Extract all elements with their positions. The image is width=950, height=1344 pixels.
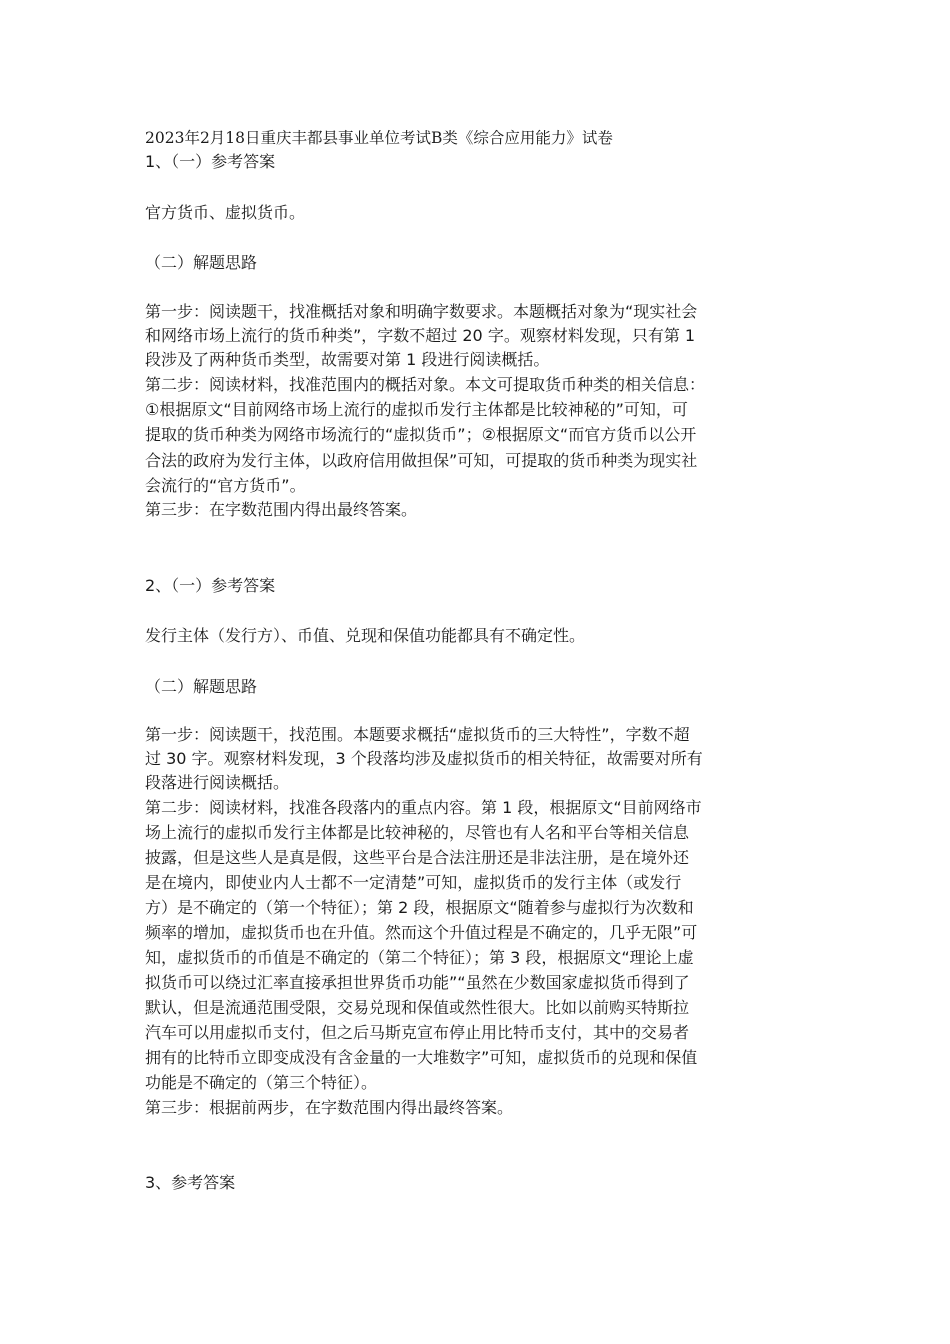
q2-analysis-line: 功能是不确定的（第三个特征）。 [145, 1073, 378, 1092]
q2-analysis-line: 汽车可以用虚拟币支付，但之后马斯克宣布停止用比特币支付，其中的交易者 [145, 1023, 690, 1042]
q2-analysis-line: 知，虚拟货币的币值是不确定的（第二个特征）；第 3 段，根据原文“理论上虚 [145, 948, 694, 967]
q2-analysis-line: 频率的增加，虚拟货币也在升值。然而这个升值过程是不确定的，几乎无限”可 [145, 923, 698, 942]
q2-analysis-label: （二）解题思路 [145, 677, 258, 696]
document-title: 2023年2月18日重庆丰都县事业单位考试B类《综合应用能力》试卷 [145, 129, 613, 147]
q1-analysis-line: 第二步：阅读材料，找准范围内的概括对象。本文可提取货币种类的相关信息： [145, 375, 706, 394]
q2-analysis-line: 第二步：阅读材料，找准各段落内的重点内容。第 1 段，根据原文“目前网络市 [145, 798, 702, 817]
q1-analysis-label: （二）解题思路 [145, 253, 258, 272]
q2-answer-label: 2、（一）参考答案 [145, 576, 276, 595]
q1-analysis-line: 合法的政府为发行主体，以政府信用做担保”可知，可提取的货币种类为现实社 [145, 451, 698, 470]
q2-answer-text: 发行主体（发行方）、币值、兑现和保值功能都具有不确定性。 [145, 626, 586, 645]
q1-analysis-line: 提取的货币种类为网络市场流行的“虚拟货币”；②根据原文“而官方货币以公开 [145, 425, 697, 444]
q1-analysis-line: 段涉及了两种货币类型，故需要对第 1 段进行阅读概括。 [145, 350, 550, 369]
q2-analysis-line: 第三步：根据前两步，在字数范围内得出最终答案。 [145, 1098, 514, 1117]
q2-analysis-line: 默认，但是流通范围受限，交易兑现和保值或然性很大。比如以前购买特斯拉 [145, 998, 690, 1017]
q2-analysis-line: 拟货币可以绕过汇率直接承担世界货币功能”“虽然在少数国家虚拟货币得到了 [145, 973, 690, 992]
q2-analysis-line: 过 30 字。观察材料发现，3 个段落均涉及虚拟货币的相关特征，故需要对所有 [145, 749, 703, 768]
q2-analysis-line: 段落进行阅读概括。 [145, 773, 290, 792]
q2-analysis-line: 拥有的比特币立即变成没有含金量的一大堆数字”可知，虚拟货币的兑现和保值 [145, 1048, 698, 1067]
q3-answer-label: 3、参考答案 [145, 1173, 236, 1192]
q1-answer-label: 1、（一）参考答案 [145, 152, 276, 171]
q2-analysis-line: 披露，但是这些人是真是假，这些平台是合法注册还是非法注册，是在境外还 [145, 848, 690, 867]
q1-analysis-line: 会流行的“官方货币”。 [145, 476, 306, 495]
q1-analysis-line: ①根据原文“目前网络市场上流行的虚拟币发行主体都是比较神秘的”可知，可 [145, 400, 688, 419]
q1-analysis-line: 和网络市场上流行的货币种类”，字数不超过 20 字。观察材料发现，只有第 1 [145, 326, 696, 345]
q1-answer-text: 官方货币、虚拟货币。 [145, 203, 306, 222]
q2-analysis-line: 场上流行的虚拟币发行主体都是比较神秘的，尽管也有人名和平台等相关信息 [145, 823, 690, 842]
q1-analysis-line: 第三步：在字数范围内得出最终答案。 [145, 500, 418, 519]
q2-analysis-line: 第一步：阅读题干，找范围。本题要求概括“虚拟货币的三大特性”，字数不超 [145, 725, 690, 744]
q2-analysis-line: 是在境内，即使业内人士都不一定清楚”可知，虚拟货币的发行主体（或发行 [145, 873, 682, 892]
q1-analysis-line: 第一步：阅读题干，找准概括对象和明确字数要求。本题概括对象为“现实社会 [145, 302, 698, 321]
q2-analysis-line: 方）是不确定的（第一个特征）；第 2 段，根据原文“随着参与虚拟行为次数和 [145, 898, 694, 917]
